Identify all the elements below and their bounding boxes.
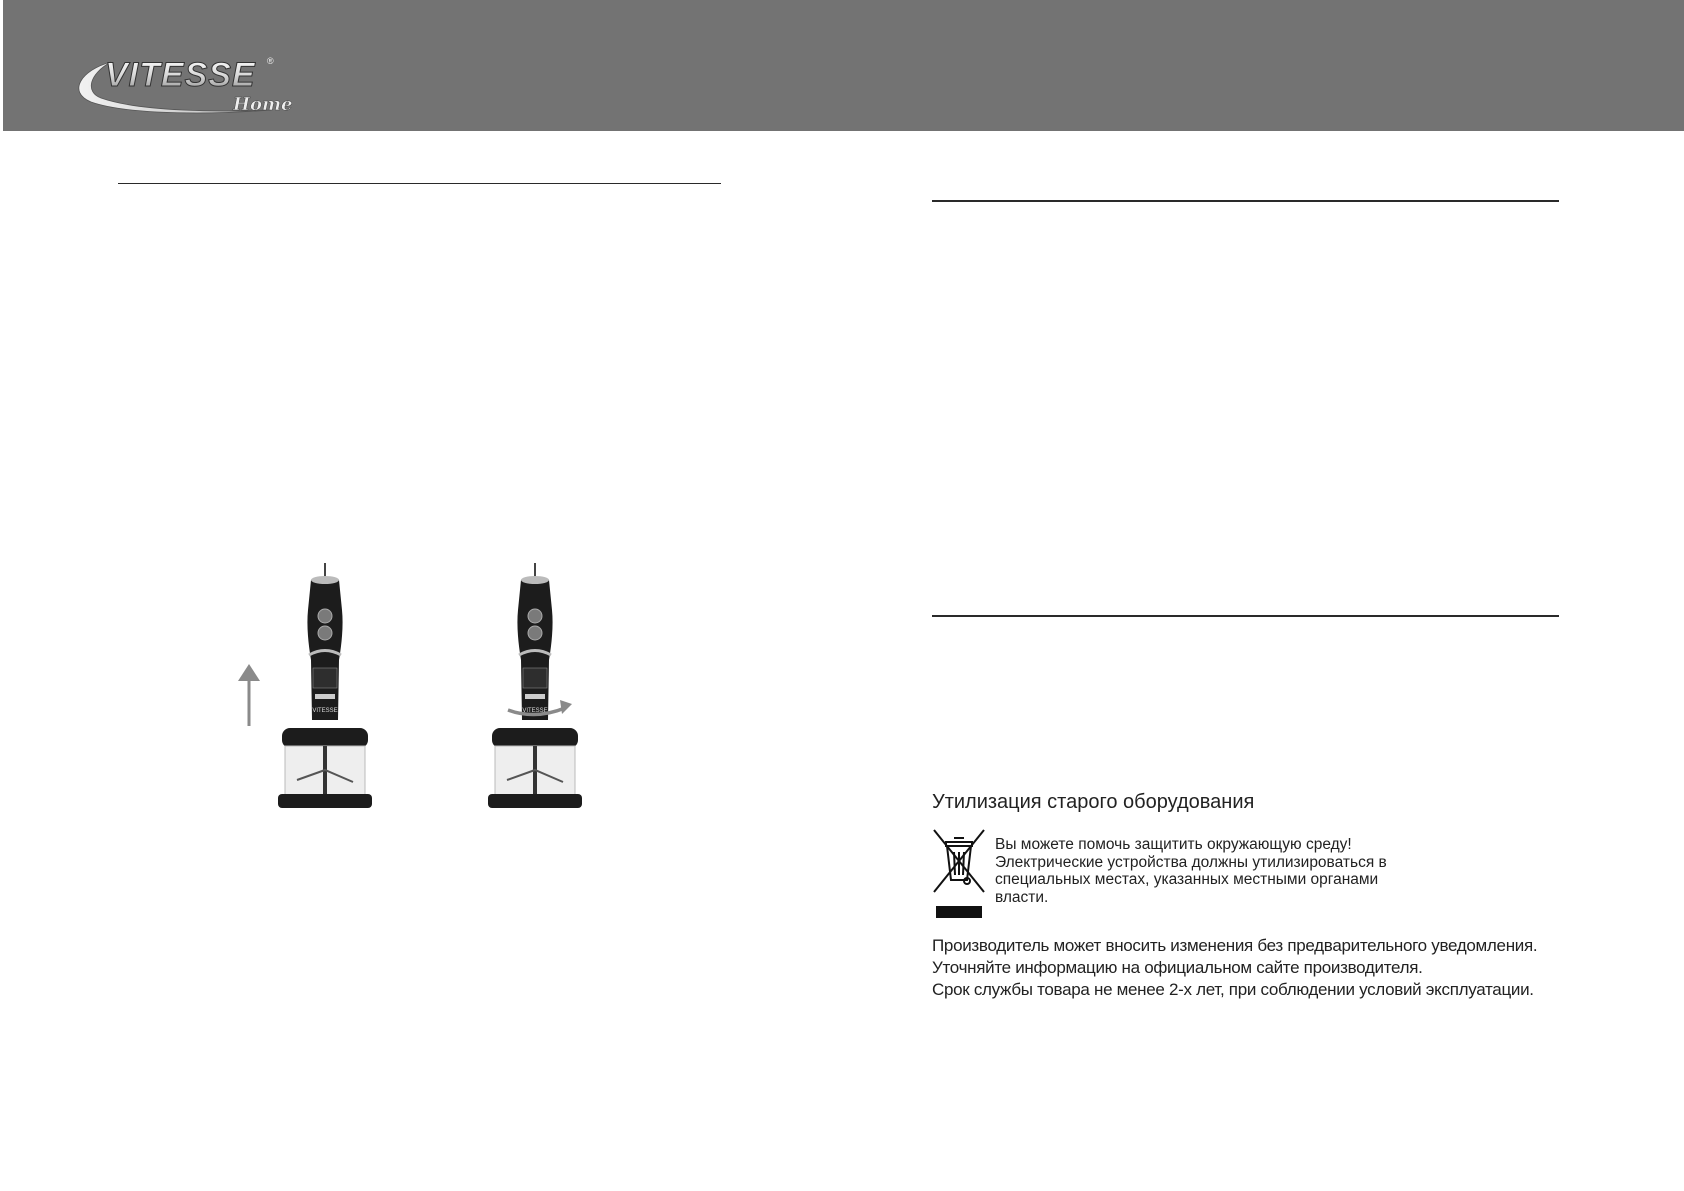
device-label: VITESSE bbox=[312, 708, 338, 714]
registered-mark: ® bbox=[267, 56, 274, 66]
disposal-line: власти. bbox=[995, 888, 1049, 906]
logo-brand-text: VITESSE bbox=[105, 56, 256, 94]
disposal-title: Утилизация старого оборудования bbox=[932, 791, 1255, 813]
vitesse-logo bbox=[71, 52, 311, 124]
up-arrow-icon bbox=[238, 664, 260, 726]
crossed-bin-icon bbox=[932, 828, 986, 923]
header-banner bbox=[3, 0, 1684, 131]
blender-device bbox=[278, 563, 372, 808]
disposal-text bbox=[995, 836, 1415, 906]
blender-rotate-illustration bbox=[480, 560, 620, 830]
note-line: Уточняйте информацию на официальном сайте производителя. bbox=[932, 958, 1423, 977]
manufacturer-notes bbox=[932, 935, 1537, 1001]
device-label: VITESSE bbox=[522, 708, 548, 714]
blender-device bbox=[488, 563, 582, 808]
note-line: Производитель может вносить изменения без предварительного уведомления. bbox=[932, 936, 1538, 955]
logo-sub-text: Home bbox=[233, 94, 293, 115]
disposal-line: Электрические устройства должны утилизироваться в bbox=[995, 853, 1387, 871]
blender-lift-illustration bbox=[225, 560, 385, 830]
note-line: Срок службы товара не менее 2-х лет, при соблюдении условий эксплуатации. bbox=[932, 980, 1534, 999]
disposal-line: специальных местах, указанных местными органами bbox=[995, 871, 1379, 888]
right-heading-rule-top bbox=[932, 200, 1559, 202]
left-heading-rule bbox=[118, 183, 721, 184]
right-heading-rule-middle bbox=[932, 615, 1559, 617]
disposal-line: Вы можете помочь защитить окружающую среду! bbox=[995, 836, 1352, 853]
